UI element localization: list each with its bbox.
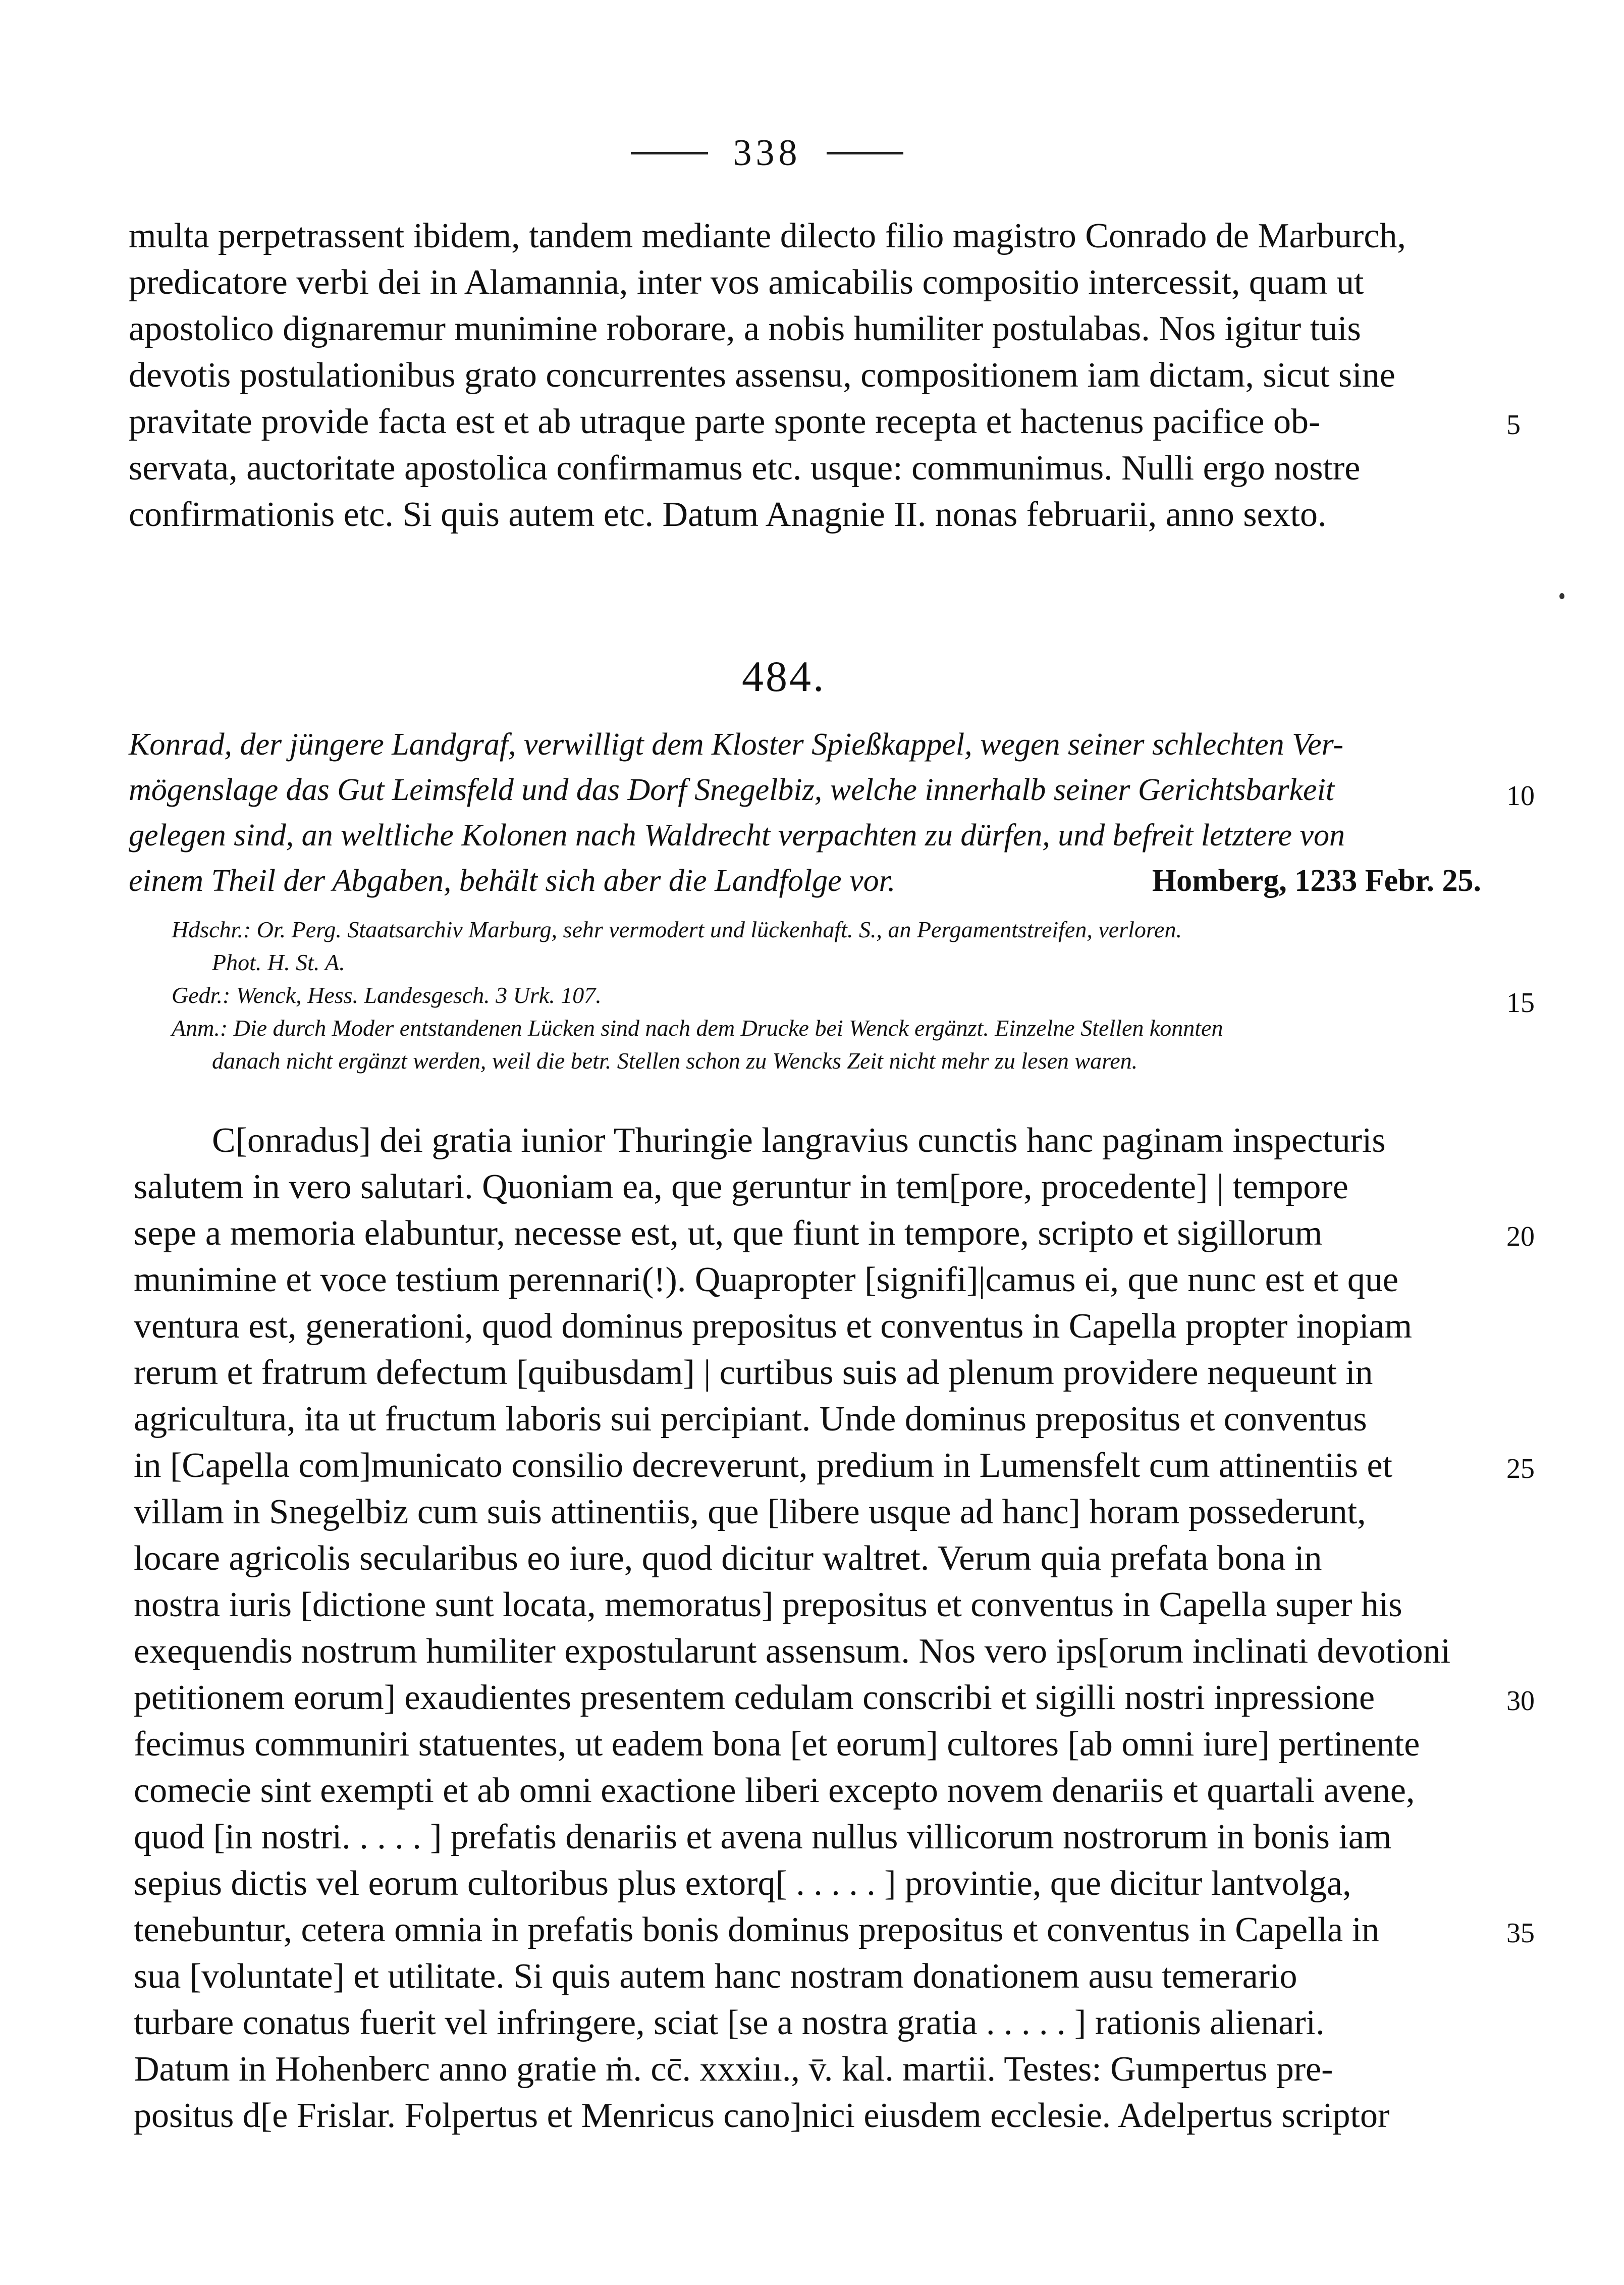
note-line: Hdschr.: Or. Perg. Staatsarchiv Marburg, sehr vermodert und lückenhaft. S., an Pergamentstreifen, verloren. bbox=[172, 917, 1182, 942]
charter-line: locare agricolis secularibus eo iure, quod dicitur waltret. Verum quia prefata bona in bbox=[134, 1539, 1322, 1578]
header-rule-left bbox=[631, 152, 708, 154]
note-line: Anm.: Die durch Moder entstandenen Lücken sind nach dem Drucke bei Wenck ergänzt. Einzelne Stellen konnten bbox=[172, 1015, 1223, 1041]
document-number: 484. bbox=[742, 652, 826, 701]
text-line: multa perpetrassent ibidem, tandem mediante dilecto filio magistro Conrado de Marburch, bbox=[129, 217, 1406, 255]
margin-number: 15 bbox=[1506, 987, 1535, 1019]
charter-line: villam in Snegelbiz cum suis attinentiis, que [libere usque ad hanc] horam possederunt, bbox=[134, 1493, 1366, 1531]
regest-line bbox=[129, 863, 1481, 899]
charter-line: C[onradus] dei gratia iunior Thuringie langravius cunctis hanc paginam inspecturis bbox=[212, 1121, 1386, 1160]
margin-number: 5 bbox=[1506, 409, 1521, 441]
text-line: servata, auctoritate apostolica confirmamus etc. usque: communimus. Nulli ergo nostre bbox=[129, 449, 1361, 488]
charter-line: in [Capella com]municato consilio decreverunt, predium in Lumensfelt cum attinentiis et bbox=[134, 1446, 1392, 1485]
note-line: Gedr.: Wenck, Hess. Landesgesch. 3 Urk. 107. bbox=[172, 982, 602, 1008]
charter-line: Datum in Hohenberc anno gratie ṁ. cc̄. xxxiıı., v̄. kal. martii. Testes: Gumpertus pre- bbox=[134, 2050, 1333, 2089]
charter-line: sua [voluntate] et utilitate. Si quis autem hanc nostram donationem ausu temerario bbox=[134, 1957, 1297, 1996]
charter-line: agricultura, ita ut fructum laboris sui percipiant. Unde dominus prepositus et conventus bbox=[134, 1400, 1367, 1439]
margin-number: 20 bbox=[1506, 1221, 1535, 1252]
charter-line: petitionem eorum] exaudientes presentem cedulam conscribi et sigilli nostri inpressione bbox=[134, 1678, 1375, 1717]
margin-number: 10 bbox=[1506, 780, 1535, 812]
charter-line: positus d[e Frislar. Folpertus et Menricus cano]nici eiusdem ecclesie. Adelpertus scriptor bbox=[134, 2096, 1390, 2135]
charter-line: quod [in nostri. . . . . ] prefatis denariis et avena nullus villicorum nostrorum in bonis iam bbox=[134, 1818, 1392, 1856]
charter-line: salutem in vero salutari. Quoniam ea, que geruntur in tem[pore, procedente] | tempore bbox=[134, 1167, 1348, 1206]
note-line: Phot. H. St. A. bbox=[212, 949, 345, 975]
margin-number: 25 bbox=[1506, 1453, 1535, 1484]
text-line: confirmationis etc. Si quis autem etc. Datum Anagnie II. nonas februarii, anno sexto. bbox=[129, 495, 1327, 534]
text-line: pravitate provide facta est et ab utraque parte sponte recepta et hactenus pacifice ob- bbox=[129, 402, 1321, 441]
charter-line: comecie sint exempti et ab omni exactione liberi excepto novem denariis et quartali avene, bbox=[134, 1771, 1415, 1810]
charter-line: rerum et fratrum defectum [quibusdam] | curtibus suis ad plenum providere nequeunt in bbox=[134, 1353, 1373, 1392]
charter-line: turbare conatus fuerit vel infringere, sciat [se a nostra gratia . . . . . ] rationis alienari. bbox=[134, 2003, 1325, 2042]
print-speck bbox=[1559, 593, 1564, 599]
charter-line: fecimus communiri statuentes, ut eadem bona [et eorum] cultores [ab omni iure] pertinente bbox=[134, 1725, 1420, 1764]
regest-line: gelegen sind, an weltliche Kolonen nach Waldrecht verpachten zu dürfen, und befreit letztere von bbox=[129, 818, 1345, 853]
page-header bbox=[606, 125, 929, 181]
margin-number: 30 bbox=[1506, 1685, 1535, 1717]
text-line: apostolico dignaremur munimine roborare, a nobis humiliter postulabas. Nos igitur tuis bbox=[129, 309, 1361, 348]
text-line: devotis postulationibus grato concurrentes assensu, compositionem iam dictam, sicut sine bbox=[129, 356, 1395, 395]
header-rule-right bbox=[827, 152, 904, 154]
charter-line: exequendis nostrum humiliter expostularunt assensum. Nos vero ips[orum inclinati devotioni bbox=[134, 1632, 1451, 1671]
charter-line: nostra iuris [dictione sunt locata, memoratus] prepositus et conventus in Capella super his bbox=[134, 1585, 1402, 1624]
place-date: Homberg, 1233 Febr. 25. bbox=[1152, 864, 1481, 898]
regest-last-text: einem Theil der Abgaben, behält sich aber die Landfolge vor. bbox=[129, 864, 896, 898]
charter-line: sepe a memoria elabuntur, necesse est, ut, que fiunt in tempore, scripto et sigillorum bbox=[134, 1214, 1323, 1253]
charter-line: ventura est, generationi, quod dominus prepositus et conventus in Capella propter inopiam bbox=[134, 1307, 1413, 1346]
charter-line: sepius dictis vel eorum cultoribus plus extorq[ . . . . . ] provintie, que dicitur lantvolga, bbox=[134, 1864, 1351, 1903]
note-line: danach nicht ergänzt werden, weil die betr. Stellen schon zu Wencks Zeit nicht mehr zu lesen waren. bbox=[212, 1048, 1138, 1074]
regest-line: mögenslage das Gut Leimsfeld und das Dorf Snegelbiz, welche innerhalb seiner Gerichtsbarkeit bbox=[129, 773, 1335, 807]
page-number: 338 bbox=[733, 132, 801, 174]
margin-number: 35 bbox=[1506, 1918, 1535, 1949]
charter-line: tenebuntur, cetera omnia in prefatis bonis dominus prepositus et conventus in Capella in bbox=[134, 1910, 1380, 1949]
text-line: predicatore verbi dei in Alamannia, inter vos amicabilis compositio intercessit, quam ut bbox=[129, 263, 1364, 302]
charter-line: munimine et voce testium perennari(!). Quapropter [signifi]|camus ei, que nunc est et que bbox=[134, 1260, 1398, 1299]
regest-line: Konrad, der jüngere Landgraf, verwilligt dem Kloster Spießkappel, wegen seiner schlechten Ver- bbox=[129, 727, 1344, 762]
